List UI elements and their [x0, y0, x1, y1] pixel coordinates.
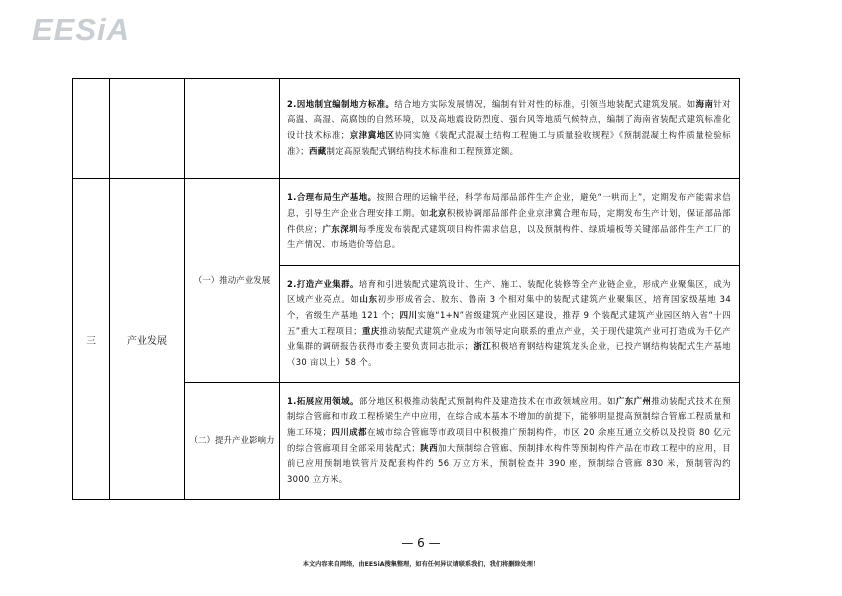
row-number-cell: 三: [73, 179, 110, 500]
item-text: 在城市综合管廊等市政项目中积极推广预制构件，市区 20 余座互通立交桥以及投资 80 亿元的综合管廊项目全部采用装配式；: [287, 426, 732, 453]
table-row: [73, 79, 740, 179]
content-cell: [280, 266, 740, 383]
region-highlight: 北京: [429, 207, 447, 218]
item-title: 打造产业集群。: [296, 278, 359, 289]
item-text: 积极培育钢结构建筑龙头企业，已投产钢结构装配式生产基地（30 亩以上）58 个。: [287, 341, 732, 367]
item-text: 实施“1+N”省级建筑产业园区建设，推荐 9 个装配式建筑产业园区纳入省“十四五”重大工程项目；: [287, 309, 731, 336]
region-highlight: 重庆: [361, 325, 380, 336]
content-cell: [280, 383, 740, 500]
item-title: 拓展应用领域。: [296, 395, 359, 406]
item-number: 1.: [287, 192, 297, 203]
item-text: 协同实施《装配式混凝土结构工程施工与质量验收规程》《预制混凝土构件质量检验标准》；: [287, 130, 732, 156]
item-text: 培育和引进装配式建筑设计、生产、施工、装配化装修等全产业链企业，形成产业聚集区，成为区域产业亮点。如: [287, 278, 732, 305]
item-text: 加大预制综合管廊、预制排水构件等预制构件产品在市政工程中的应用，目前已应用预制地铁管片及配套构件约 56 万立方米，预制检查井 390 座，预制综合管廊 830 米，预制管沟约 3000 立方米。: [287, 442, 732, 484]
list-item: [287, 279, 731, 367]
item-text: 推动装配式技术在预制综合管廊和市政工程桥梁生产中应用，在综合成本基本不增加的前提下，能够明显提高预制综合管廊工程质量和施工环境；: [287, 395, 731, 437]
table-row: [73, 179, 740, 266]
region-highlight: 四川成都: [331, 426, 367, 437]
item-text: 初步形成省会、胶东、鲁南 3 个相对集中的装配式建筑产业聚集区，培育国家级基地 34 个，省级生产基地 121 个；: [287, 294, 732, 320]
region-highlight: 四川: [399, 309, 418, 320]
item-text: 部分地区积极推动装配式预制构件及建造技术在市政领域应用。如: [358, 395, 616, 406]
item-text: 针对高温、高湿、高腐蚀的自然环境，以及高地震设防烈度、强台风等地质气候特点，编制了海南省装配式建筑标准化设计技术标准；: [287, 98, 731, 140]
page-number: — 6 —: [401, 536, 441, 550]
item-text: 结合地方实际发展情况，编制有针对性的标准，引领当地装配式建筑发展。如: [394, 98, 696, 109]
item-text: 积极协调部品部件企业京津冀合理布局，定期发布生产计划，保证部品部件供应；: [287, 207, 731, 234]
region-highlight: 陕西: [420, 442, 439, 453]
item-number: 1.: [287, 395, 297, 406]
region-highlight: 广东深圳: [322, 223, 359, 234]
subcategory-cell: （一）推动产业发展: [185, 179, 280, 383]
item-text: 制定高原装配式钢结构技术标准和工程预算定额。: [326, 145, 519, 156]
item-title: 合理布局生产基地。: [296, 192, 377, 203]
category-cell: [110, 79, 185, 179]
item-text: 推动装配式建筑产业成为市领导定向联系的重点产业，关于现代建筑产业可打造成为千亿产业集群的调研报告获得市委主要负责同志批示；: [287, 325, 731, 352]
subcategory-cell: [185, 79, 280, 179]
content-cell: [280, 79, 740, 179]
region-highlight: 西藏: [308, 145, 327, 156]
item-number: 2.: [287, 278, 297, 289]
region-highlight: 广东广州: [615, 395, 652, 406]
category-cell: 产业发展: [110, 179, 185, 500]
eesia-logo: EESiA: [32, 12, 131, 47]
subcategory-cell: （二）提升产业影响力: [185, 383, 280, 500]
row-number-cell: [73, 79, 110, 179]
item-text: 每季度发布装配式建筑项目构件需求信息，以及预制构件、绿质墙板等关键部品部件生产工厂的生产情况、市场造价等信息。: [287, 223, 731, 250]
list-item: [287, 396, 731, 484]
item-number: 2.: [287, 98, 297, 109]
item-title: 因地制宜编制地方标准。: [296, 98, 395, 109]
footer-disclaimer: 本文内容来自网络，由EESiA搜集整理，如有任何异议请联系我们，我们将删除处理！: [302, 561, 540, 568]
region-highlight: 浙江: [473, 341, 492, 352]
region-highlight: 山东: [359, 294, 378, 305]
list-item: [287, 99, 731, 156]
policy-table: [72, 78, 740, 500]
region-highlight: 海南: [695, 98, 714, 109]
item-text: 按照合理的运输半径，科学布局部品部件生产企业，避免“一哄而上”，定期发布产能需求信息，引导生产企业合理安排工期。如: [287, 192, 731, 218]
region-highlight: 京津冀地区: [349, 130, 395, 140]
list-item: [287, 192, 731, 249]
content-cell: [280, 179, 740, 266]
